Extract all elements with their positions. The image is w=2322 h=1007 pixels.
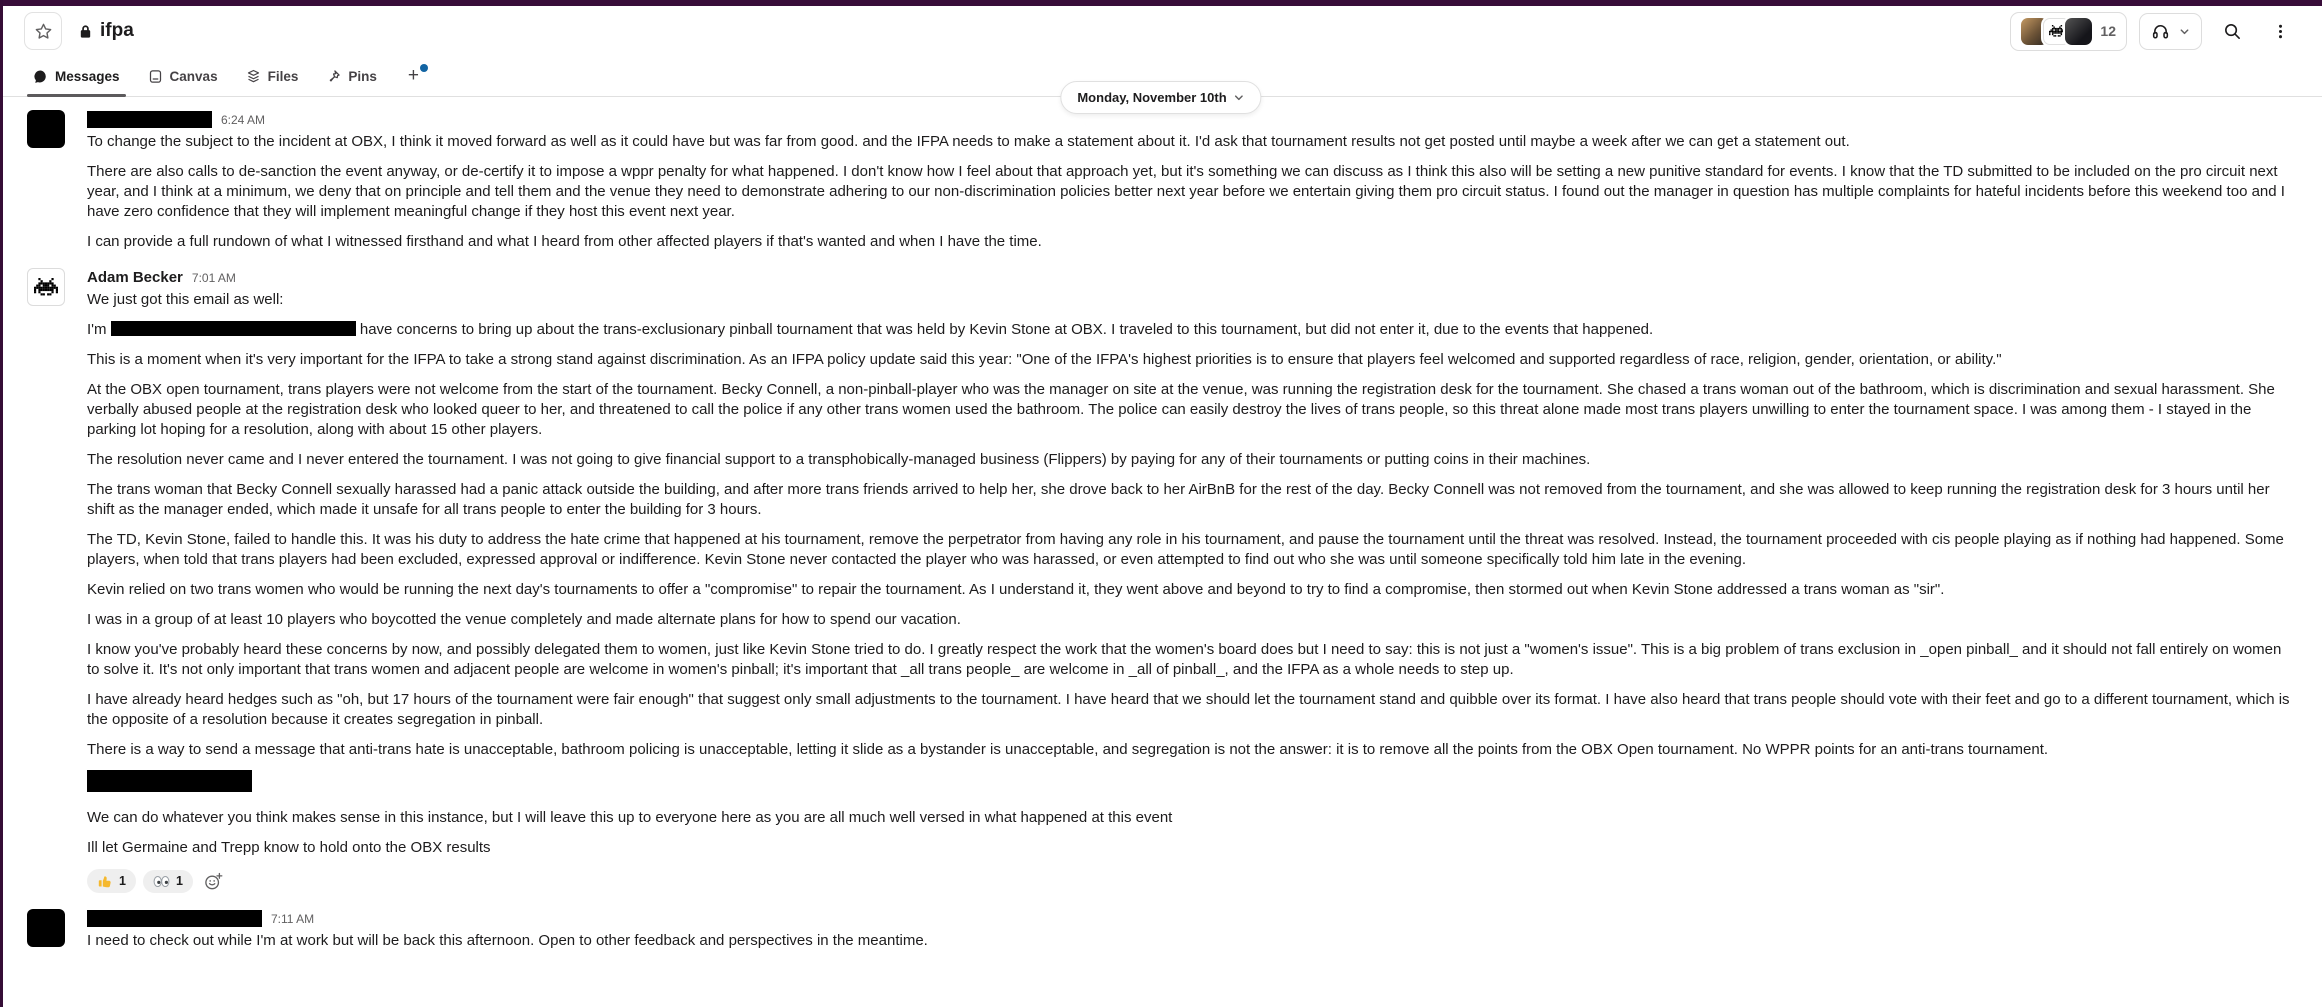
pin-icon [326,69,341,84]
canvas-icon [148,69,163,84]
message-paragraph [87,320,2292,340]
message-text: This is a moment when it's very important for the IFPA to take a strong stand against discrimination. As an IFPA policy update said this year: "One of the IFPA's highest priorities is to ensure that players feel welcomed and supported regardless of race, religion, gender, orientation, or ability." [87,351,2002,368]
message-body [87,110,2292,252]
chevron-down-icon [2179,26,2190,37]
tab-pins[interactable] [317,56,386,96]
message-body [87,909,2292,951]
timestamp[interactable]: 6:24 AM [221,112,266,127]
tab-label: Files [267,68,299,84]
reaction-thumbs-up[interactable] [87,869,136,893]
tab-label: Canvas [169,68,218,84]
more-options-button[interactable] [2262,13,2298,49]
message-paragraph [87,808,2292,828]
reaction-count: 1 [175,874,183,888]
message-paragraph [87,162,2292,222]
author-name[interactable]: Adam Becker [87,269,183,286]
date-divider-pill[interactable] [1060,81,1261,114]
message [0,101,2322,259]
chevron-down-icon [1234,92,1245,103]
channel-title[interactable] [78,20,134,42]
notification-dot [420,64,428,72]
message-paragraph [87,530,2292,570]
date-divider-label: Monday, November 10th [1077,90,1227,105]
message-paragraph [87,290,2292,310]
message-paragraph [87,450,2292,470]
huddle-button[interactable] [2139,13,2202,50]
tab-label: Pins [348,68,377,84]
channel-name: ifpa [100,20,134,41]
member-avatar-stack [2021,18,2092,45]
redacted-text-block [87,770,252,792]
thumbs-up-emoji [97,873,113,889]
kebab-icon [2272,23,2289,40]
plus-icon: + [407,65,419,86]
message-header [87,909,2292,928]
lock-icon [78,24,93,39]
message-paragraph [87,132,2292,152]
message-paragraph [87,610,2292,630]
message-text: I have already heard hedges such as "oh, but 17 hours of the tournament were fair enough" that suggest only small adjustments to the tournament. I have heard that we should let the tournament stand and quibble over its format. I have also heard that trans people should vote with their feet and go to a different tournament, which is the opposite of a resolution because it creates segregation in pinball. [87,691,2290,728]
message-text: I can provide a full rundown of what I witnessed firsthand and what I heard from other affected players if that's wanted and when I have the time. [87,233,1042,250]
message-paragraph [87,690,2292,730]
member-list-button[interactable] [2010,12,2127,51]
redacted-avatar[interactable] [27,909,65,947]
message-paragraph [87,480,2292,520]
eyes-emoji [153,874,170,889]
redacted-avatar[interactable] [27,110,65,148]
search-button[interactable] [2214,13,2250,49]
message-paragraph [87,380,2292,440]
reactions-row [87,869,2292,893]
message-text: I need to check out while I'm at work but will be back this afternoon. Open to other feedback and perspectives in the meantime. [87,932,928,949]
message-paragraph [87,931,2292,951]
message-text: There are also calls to de-sanction the event anyway, or de-certify it to impose a wppr penalty for what happened. I don't know how I feel about that approach yet, but it's something we can discuss as I think this also will be setting a new punitive standard for events. I know that the TD submitted to be included on the pro circuit next year, and I think at a minimum, we deny that on principle and tell them and the venue they need to demonstrate adhering to our non-discrimination policies better next year before we entertain giving them pro circuit status. I found out the manager in question has multiple complaints for hateful incidents before this weekend too and I have zero confidence that they will implement meaningful change if they host this event next year. [87,163,2285,220]
search-icon [2223,22,2242,41]
headphones-icon [2151,22,2170,41]
avatar-pixel-monster[interactable] [27,268,65,306]
message-body [87,268,2292,893]
redacted-text-inline [111,321,356,336]
add-reaction-button[interactable] [202,870,225,893]
timestamp[interactable]: 7:01 AM [191,270,236,285]
tab-files[interactable] [237,56,308,96]
message-text: We can do whatever you think makes sense in this instance, but I will leave this up to everyone here as you are all much well versed in what happened at this event [87,809,1173,826]
member-avatar [2065,18,2092,45]
message-text: We just got this email as well: [87,291,284,308]
message-list [0,97,2322,958]
add-reaction-icon [204,872,223,891]
message-paragraph [87,232,2292,252]
message-text: The resolution never came and I never entered the tournament. I was not going to give financial support to a transphobically-managed business (Flippers) by paying for any of their tournaments or putting coins in their machines. [87,451,1591,468]
message-paragraph [87,740,2292,760]
add-tab-button[interactable] [396,56,431,96]
member-count: 12 [2100,23,2116,39]
message-paragraph [87,640,2292,680]
header-actions [2010,12,2298,51]
message-paragraph [87,350,2292,370]
message-paragraph [87,580,2292,600]
tab-messages[interactable] [24,56,129,96]
channel-header [0,6,2322,56]
message-text: There is a way to send a message that anti-trans hate is unacceptable, bathroom policing is unacceptable, letting it slide as a bystander is unacceptable, and segregation is not the answer: it is to remove all the points from the OBX Open tournament. No WPPR points for an anti-trans tournament. [87,741,2049,758]
tab-label: Messages [55,68,120,84]
message-text: The TD, Kevin Stone, failed to handle this. It was his duty to address the hate crime that happened at his tournament, remove the perpetrator from having any role in his tournament, and pause the tournament until the threat was resolved. Instead, the tournament proceeded with cis people playing as if nothing had happened. Some players, when told that trans players had been excluded, expressed approval or indifference. Kevin Stone never contacted the player who was harassed, or even attempted to find out who she was until someone specifically told him late in the evening. [87,531,2284,568]
reaction-count: 1 [119,874,126,888]
message [0,900,2322,958]
message-text: Kevin relied on two trans women who would be running the next day's tournaments to offer a "compromise" to repair the tournament. As I understand it, they went above and beyond to try to find a compromise, then stormed out when Kevin Stone addressed a trans woman as "sir". [87,581,1945,598]
reaction-eyes[interactable] [143,870,193,893]
message-text: I was in a group of at least 10 players who boycotted the venue completely and made alternate plans for how to spend our vacation. [87,611,961,628]
star-button[interactable] [24,12,62,50]
message-text: I'm [87,321,111,338]
message-text: To change the subject to the incident at OBX, I think it moved forward as well as it could have but was far from good. and the IFPA needs to make a statement about it. I'd ask that tournament results not get posted until maybe a week after we can get a statement out. [87,133,1850,150]
message [0,259,2322,900]
chat-bubble-icon [33,69,48,84]
message-text: have concerns to bring up about the trans-exclusionary pinball tournament that was held by Kevin Stone at OBX. I traveled to this tournament, but did not enter it, due to the events that happened. [355,321,1654,338]
message-paragraph [87,838,2292,858]
message-paragraph [87,770,2292,798]
redacted-author-name [87,111,212,128]
message-text: The trans woman that Becky Connell sexually harassed had a panic attack outside the building, and after more trans friends arrived to help her, she drove back to her AirBnB for the rest of the day. Becky Connell was not removed from the tournament, and she was allowed to keep running the registration desk for 3 hours until her shift as the manager ended, which made it unsafe for all trans people to enter the building for 3 hours. [87,481,2270,518]
redacted-author-name [87,910,262,927]
message-header [87,268,2292,287]
message-text: Ill let Germaine and Trepp know to hold onto the OBX results [87,839,491,856]
timestamp[interactable]: 7:11 AM [271,911,315,926]
message-text: I know you've probably heard these concerns by now, and possibly delegated them to women, just like Kevin Stone tried to do. I greatly respect the work that the women's board does but I need to say: this is not just a "women's issue". This is a big problem of trans exclusion in _open pinball_ and it should not fall entirely on women to solve it. It's not only important that trans women and adjacent people are welcome in women's pinball; it's important that _all trans people_ are welcome in _all of pinball_, and the IFPA as a whole needs to step up. [87,641,2282,678]
files-icon [246,69,261,84]
star-icon [34,22,53,41]
window-left-edge [0,0,3,1007]
message-text: At the OBX open tournament, trans players were not welcome from the start of the tournament. Becky Connell, a non-pinball-player who was the manager on site at the venue, was running the registration desk for the tournament. She chased a trans woman out of the bathroom, which is discrimination and sexual harassment. She verbally abused people at the registration desk who looked queer to her, and threatened to call the police if any other trans women used the bathroom. The police can easily destroy the lives of trans people, so this threat alone made most trans players unwilling to enter the tournament space. I was among them - I stayed in the parking lot hoping for a resolution, along with about 15 other players. [87,381,2275,438]
tab-canvas[interactable] [139,56,227,96]
